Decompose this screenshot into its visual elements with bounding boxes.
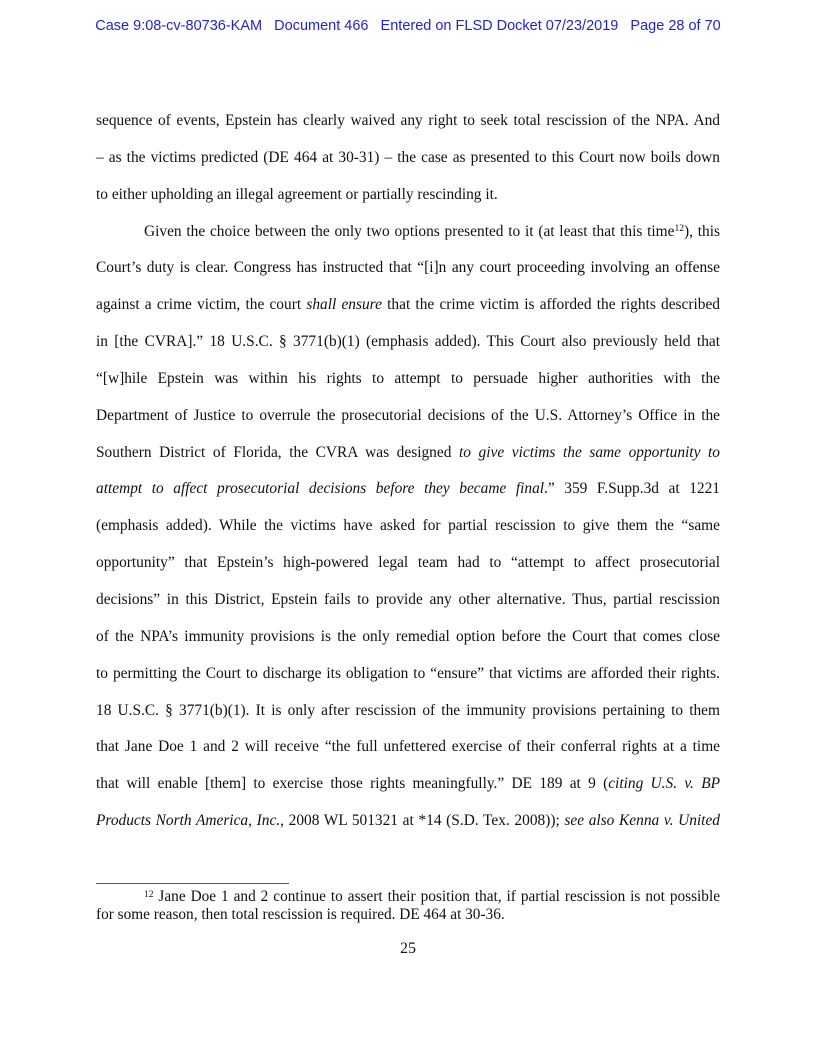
text-segment: Southern District of Florida, the CVRA was designed — [96, 443, 459, 461]
text-segment: to either upholding an illegal agreement or partially rescinding it. — [96, 185, 498, 203]
text-line — [96, 508, 720, 545]
text-segment: that will enable [them] to exercise those rights meaningfully.” DE 189 at 9 ( — [96, 775, 609, 793]
text-line — [96, 103, 720, 140]
text-line — [96, 619, 720, 656]
text-segment: in [the CVRA].” 18 U.S.C. § 3771(b)(1) (emphasis added). This Court also previously held that — [96, 333, 720, 351]
paragraph — [96, 103, 720, 214]
footnote-separator — [96, 883, 289, 884]
text-segment: against a crime victim, the court — [96, 296, 307, 314]
text-segment: decisions” in this District, Epstein fails to provide any other alternative. Thus, partial rescission — [96, 590, 720, 608]
text-line — [96, 729, 720, 766]
text-line — [96, 656, 720, 693]
paragraph — [96, 214, 720, 840]
text-line — [96, 471, 720, 508]
italic-text-segment: see also Kenna v. United — [564, 812, 720, 830]
italic-text-segment: shall ensure — [306, 296, 382, 314]
text-segment: to permitting the Court to discharge its obligation to “ensure” that victims are afforded their rights. — [96, 664, 720, 682]
text-line — [96, 324, 720, 361]
italic-text-segment: to give victims the same opportunity to — [458, 443, 720, 461]
text-segment: Department of Justice to overrule the prosecutorial decisions of the U.S. Attorney’s Office in the — [96, 406, 720, 424]
italic-text-segment: Products North America, Inc. — [96, 812, 281, 830]
text-segment: that the crime victim is afforded the rights described — [381, 296, 721, 314]
text-line — [96, 214, 720, 251]
text-line — [96, 766, 720, 803]
text-segment: 18 U.S.C. § 3771(b)(1). It is only after rescission of the immunity provisions pertaining to them — [96, 701, 720, 719]
text-segment: – as the victims predicted (DE 464 at 30-31) – the case as presented to this Court now boils down — [96, 148, 720, 166]
text-line — [96, 250, 720, 287]
text-line — [96, 545, 720, 582]
docket-stamp: Case 9:08-cv-80736-KAM Document 466 Entered on FLSD Docket 07/23/2019 Page 28 of 70 — [95, 18, 721, 34]
text-segment: opportunity” that Epstein’s high-powered legal team had to “attempt to affect prosecutorial — [96, 554, 720, 572]
text-line — [96, 398, 720, 435]
italic-text-segment: citing U.S. v. BP — [608, 775, 720, 793]
footnote-ref: 12 — [674, 223, 685, 235]
document-body — [96, 103, 720, 840]
text-line — [96, 582, 720, 619]
text-segment: that Jane Doe 1 and 2 will receive “the full unfettered exercise of their conferral rights at a time — [96, 738, 720, 756]
text-segment: “[w]hile Epstein was within his rights to attempt to persuade higher authorities with the — [96, 369, 720, 387]
text-segment: , 2008 WL 501321 at *14 (S.D. Tex. 2008)); — [280, 812, 565, 830]
footnote-ref: 12 — [144, 889, 154, 900]
text-segment: .” 359 F.Supp.3d at 1221 — [544, 480, 720, 498]
text-line — [96, 361, 720, 398]
page-number: 25 — [400, 940, 416, 957]
text-line — [96, 435, 720, 472]
text-line — [96, 888, 720, 906]
italic-text-segment: attempt to affect prosecutorial decisions before they became final — [96, 480, 545, 498]
text-line — [96, 177, 720, 214]
text-segment: of the NPA’s immunity provisions is the only remedial option before the Court that comes close — [96, 627, 720, 645]
text-segment: (emphasis added). While the victims have asked for partial rescission to give them the “same — [96, 517, 720, 535]
text-segment: for some reason, then total rescission is required. DE 464 at 30-36. — [96, 905, 505, 923]
text-line — [96, 287, 720, 324]
text-segment: Court’s duty is clear. Congress has instructed that “[i]n any court proceeding involving an offense — [96, 259, 720, 277]
text-line — [96, 140, 720, 177]
text-segment: Given the choice between the only two options presented to it (at least that this time — [144, 222, 675, 240]
text-segment: sequence of events, Epstein has clearly waived any right to seek total rescission of the NPA. And — [96, 112, 720, 129]
text-line — [96, 906, 720, 924]
text-line — [96, 693, 720, 730]
text-line — [96, 803, 720, 840]
text-segment: Jane Doe 1 and 2 continue to assert their position that, if partial rescission is not possible — [153, 888, 720, 905]
text-segment: ), this — [684, 222, 720, 240]
footnote — [96, 888, 720, 923]
